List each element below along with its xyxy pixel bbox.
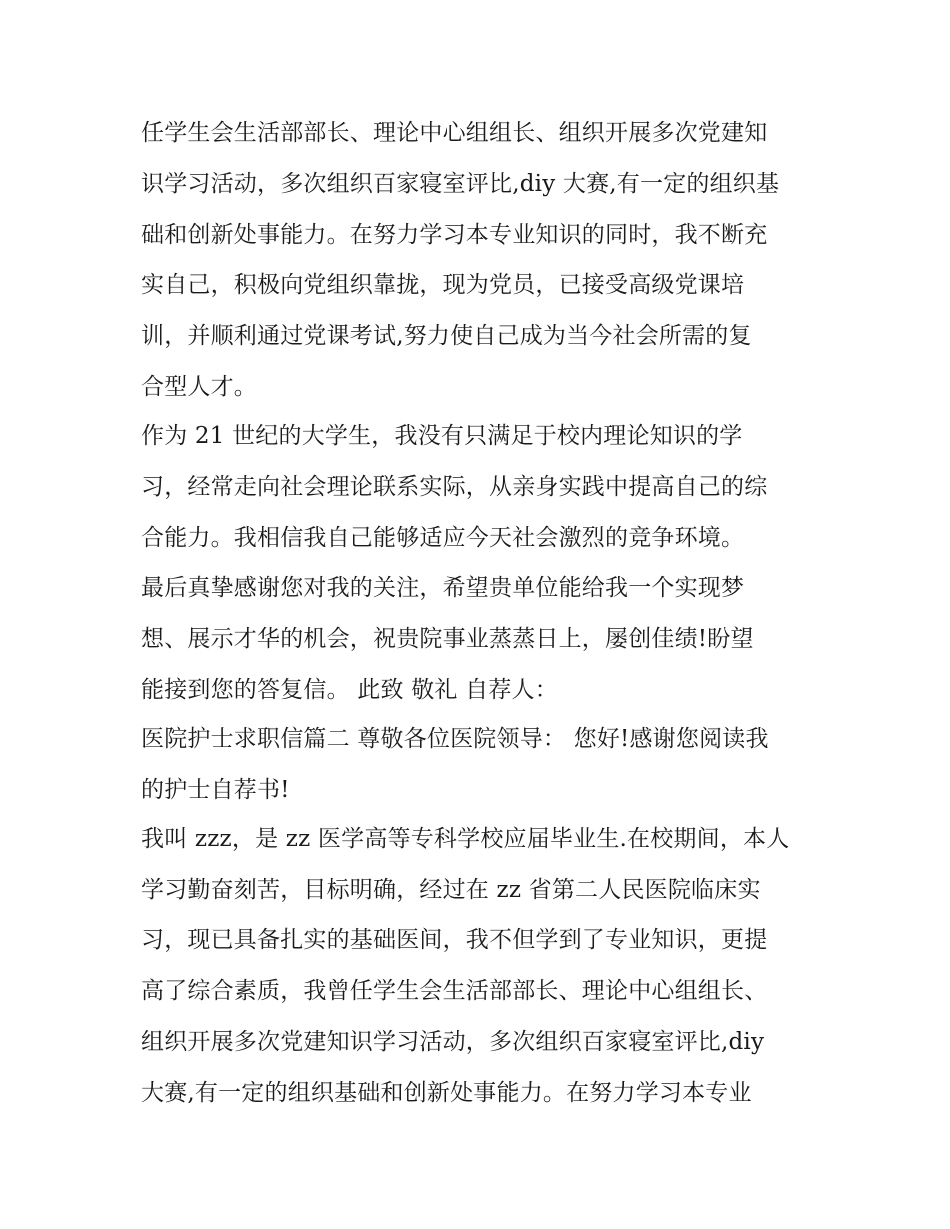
text-line-16: 学习勤奋刻苦，目标明确，经过在 zz 省第二人民医院临床实 xyxy=(141,876,761,903)
text-line-2: 识学习活动，多次组织百家寝室评比,diy 大赛,有一定的组织基 xyxy=(141,170,780,197)
text-line-12: 能接到您的答复信。 此致 敬礼 自荐人： xyxy=(141,676,558,703)
text-line-4: 实自己，积极向党组织靠拢，现为党员，已接受高级党课培 xyxy=(141,272,745,299)
text-line-3: 础和创新处事能力。在努力学习本专业知识的同时，我不断充 xyxy=(141,221,768,248)
text-line-11: 想、展示才华的机会，祝贵院事业蒸蒸日上，屡创佳绩!盼望 xyxy=(141,626,754,653)
text-line-18: 高了综合素质，我曾任学生会生活部部长、理论中心组组长、 xyxy=(141,978,768,1005)
text-line-14: 的护士自荐书! xyxy=(141,776,290,803)
text-line-13: 医院护士求职信篇二 尊敬各位医院领导： 您好!感谢您阅读我 xyxy=(141,725,769,752)
text-line-19: 组织开展多次党建知识学习活动，多次组织百家寝室评比,diy xyxy=(141,1028,765,1055)
text-line-8: 习，经常走向社会理论联系实际，从亲身实践中提高自己的综 xyxy=(141,473,768,500)
text-line-1: 任学生会生活部部长、理论中心组组长、组织开展多次党建知 xyxy=(141,120,768,146)
text-line-10: 最后真挚感谢您对我的关注，希望贵单位能给我一个实现梦 xyxy=(141,575,745,602)
text-line-7: 作为 21 世纪的大学生，我没有只满足于校内理论知识的学 xyxy=(141,422,743,449)
text-line-20: 大赛,有一定的组织基础和创新处事能力。在努力学习本专业 xyxy=(141,1079,752,1106)
text-line-9: 合能力。我相信我自己能够适应今天社会激烈的竞争环境。 xyxy=(141,524,745,551)
text-line-17: 习，现已具备扎实的基础医间，我不但学到了专业知识，更提 xyxy=(141,927,768,954)
document-body xyxy=(141,108,841,1119)
text-line-15: 我叫 zzz，是 zz 医学高等专科学校应届毕业生.在校期间，本人 xyxy=(141,825,790,852)
text-line-5: 训，并顺利通过党课考试,努力使自己成为当今社会所需的复 xyxy=(141,323,752,350)
text-line-6: 合型人才。 xyxy=(141,373,257,400)
